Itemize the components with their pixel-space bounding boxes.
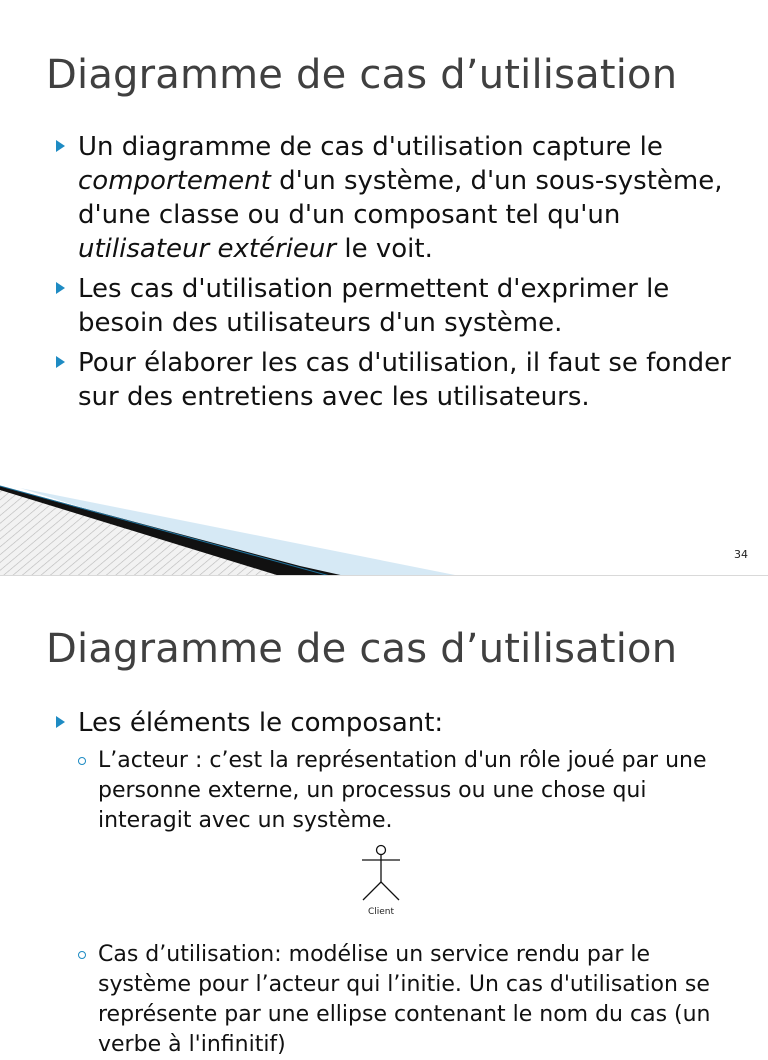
sub-bullet-item: [52, 940, 738, 1060]
triangle-bullet-icon: [56, 716, 65, 728]
triangle-bullet-icon: [56, 282, 65, 294]
bullet-item: [52, 346, 738, 414]
triangle-bullet-icon: [56, 140, 65, 152]
bullet-text: Les cas d'utilisation permettent d'exprimer le besoin des utilisateurs d'un système.: [78, 274, 670, 338]
bullet-item: [52, 130, 738, 266]
bullet-text-part: le voit.: [336, 234, 433, 264]
actor-label: Client: [367, 907, 395, 917]
ring-bullet-icon: [78, 951, 86, 959]
sub-bullet-item: [52, 746, 738, 836]
bullet-item: [52, 706, 738, 740]
bullet-text-part: Un diagramme de cas d'utilisation capture le: [78, 132, 663, 162]
bullet-item: [52, 272, 738, 340]
triangle-bullet-icon: [56, 356, 65, 368]
sub-bullet-text: Cas d’utilisation: modélise un service rendu par le système pour l’acteur qui l’initie. Un cas d'utilisation se représente par une ellipse contenant le nom du cas (un verbe à l'infinitif): [98, 942, 711, 1057]
slide-title: Diagramme de cas d’utilisation: [46, 52, 678, 98]
bullet-text: Les éléments le composant:: [78, 708, 444, 738]
bullet-emphasis: comportement: [78, 166, 271, 196]
sub-bullet-text: L’acteur : c’est la représentation d'un rôle joué par une personne externe, un processus ou une chose qui interagit avec un système.: [98, 748, 707, 833]
bullet-list: [52, 130, 738, 420]
bullet-text-part: d'un système, d'un sous-système, d'une classe ou d'un composant tel qu'un: [78, 166, 723, 230]
decorative-swoosh: [0, 476, 520, 576]
page-number: 34: [734, 548, 748, 561]
ring-bullet-icon: [78, 757, 86, 765]
bullet-emphasis: utilisateur extérieur: [78, 234, 337, 264]
slide-title: Diagramme de cas d’utilisation: [46, 626, 678, 672]
bullet-text: Pour élaborer les cas d'utilisation, il faut se fonder sur des entretiens avec les utilisateurs.: [78, 348, 731, 412]
slide-35: [0, 576, 768, 1057]
